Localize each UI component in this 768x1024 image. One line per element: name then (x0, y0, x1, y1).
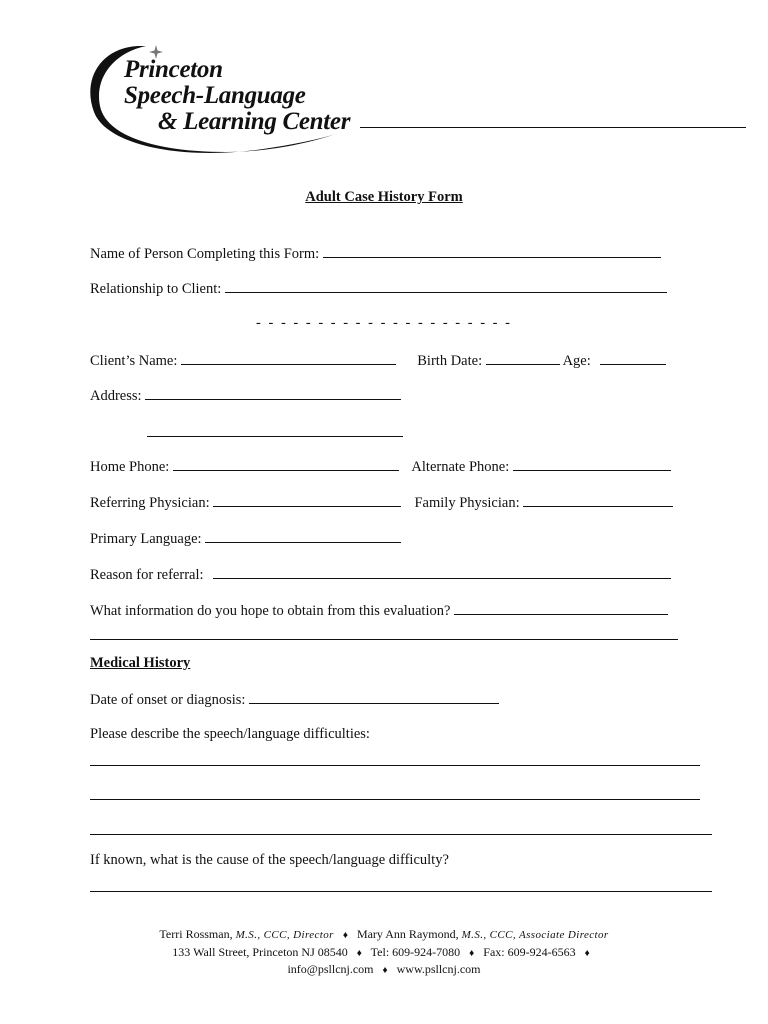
relationship-label: Relationship to Client: (90, 281, 222, 297)
client-row (90, 351, 666, 370)
primary-language-field[interactable] (205, 529, 401, 543)
diamond-icon: ♦ (342, 930, 348, 941)
separator-dashes: - - - - - - - - - - - - - - - - - - - - - (256, 315, 512, 331)
language-row (90, 529, 401, 548)
cause-label: If known, what is the cause of the speech/language difficulty? (90, 852, 449, 868)
cause-line[interactable] (90, 891, 712, 892)
footer-line-2 (0, 944, 768, 962)
ref-physician-label: Referring Physician: (90, 495, 210, 511)
age-field[interactable] (600, 351, 666, 365)
alt-phone-field[interactable] (513, 457, 671, 471)
footer-email[interactable]: info@psllcnj.com (287, 962, 374, 976)
home-phone-label: Home Phone: (90, 459, 170, 475)
completing-label: Name of Person Completing this Form: (90, 246, 320, 262)
footer-web[interactable]: www.psllcnj.com (396, 962, 481, 976)
describe-label: Please describe the speech/language difficulties: (90, 726, 370, 742)
onset-row (90, 690, 499, 709)
client-name-label: Client’s Name: (90, 353, 178, 369)
describe-line-1[interactable] (90, 765, 700, 766)
primary-language-label: Primary Language: (90, 531, 202, 547)
medical-history-heading: Medical History (90, 655, 191, 671)
client-name-field[interactable] (181, 351, 396, 365)
diamond-icon: ♦ (584, 948, 590, 959)
logo-line-2: Speech-Language (124, 82, 306, 109)
form-title: Adult Case History Form (305, 189, 463, 205)
describe-line-2[interactable] (90, 799, 700, 800)
physician-row (90, 493, 673, 512)
logo-line-1: Princeton (124, 56, 223, 83)
relationship-field[interactable] (225, 279, 667, 293)
footer-fax: Fax: 609-924-6563 (483, 945, 576, 959)
family-physician-label: Family Physician: (414, 495, 520, 511)
address-row (90, 386, 401, 405)
onset-field[interactable] (249, 690, 499, 704)
address-field-2[interactable] (147, 436, 403, 437)
home-phone-field[interactable] (173, 457, 399, 471)
diamond-icon: ♦ (469, 948, 475, 959)
footer-address: 133 Wall Street, Princeton NJ 08540 (172, 945, 348, 959)
information-field[interactable] (454, 601, 668, 615)
onset-label: Date of onset or diagnosis: (90, 692, 246, 708)
footer-title-2: M.S., CCC, Associate Director (461, 929, 609, 941)
alt-phone-label: Alternate Phone: (411, 459, 510, 475)
family-physician-field[interactable] (523, 493, 673, 507)
footer-name-2: Mary Ann Raymond, (356, 927, 459, 941)
information-label: What information do you hope to obtain from this evaluation? (90, 603, 451, 619)
completing-row (90, 244, 661, 263)
describe-line-3[interactable] (90, 834, 712, 835)
logo (86, 40, 386, 162)
birth-date-field[interactable] (486, 351, 560, 365)
reason-field[interactable] (213, 565, 671, 579)
diamond-icon: ♦ (356, 948, 362, 959)
information-field-2[interactable] (90, 639, 678, 640)
address-field-1[interactable] (145, 386, 401, 400)
footer-tel: Tel: 609-924-7080 (370, 945, 461, 959)
diamond-icon: ♦ (382, 965, 388, 976)
information-row (90, 601, 668, 620)
footer-title-1: M.S., CCC, Director (235, 929, 334, 941)
relationship-row (90, 279, 667, 298)
logo-line-3: & Learning Center (158, 108, 351, 135)
footer-line-3 (0, 961, 768, 979)
birth-date-label: Birth Date: (417, 353, 483, 369)
header-rule (360, 127, 746, 128)
age-label: Age: (562, 353, 591, 369)
reason-row (90, 565, 671, 584)
footer-name-1: Terri Rossman, (159, 927, 233, 941)
footer-line-1 (0, 926, 768, 944)
address-label: Address: (90, 388, 142, 404)
phone-row (90, 457, 671, 476)
reason-label: Reason for referral: (90, 567, 204, 583)
completing-field[interactable] (323, 244, 661, 258)
ref-physician-field[interactable] (213, 493, 401, 507)
